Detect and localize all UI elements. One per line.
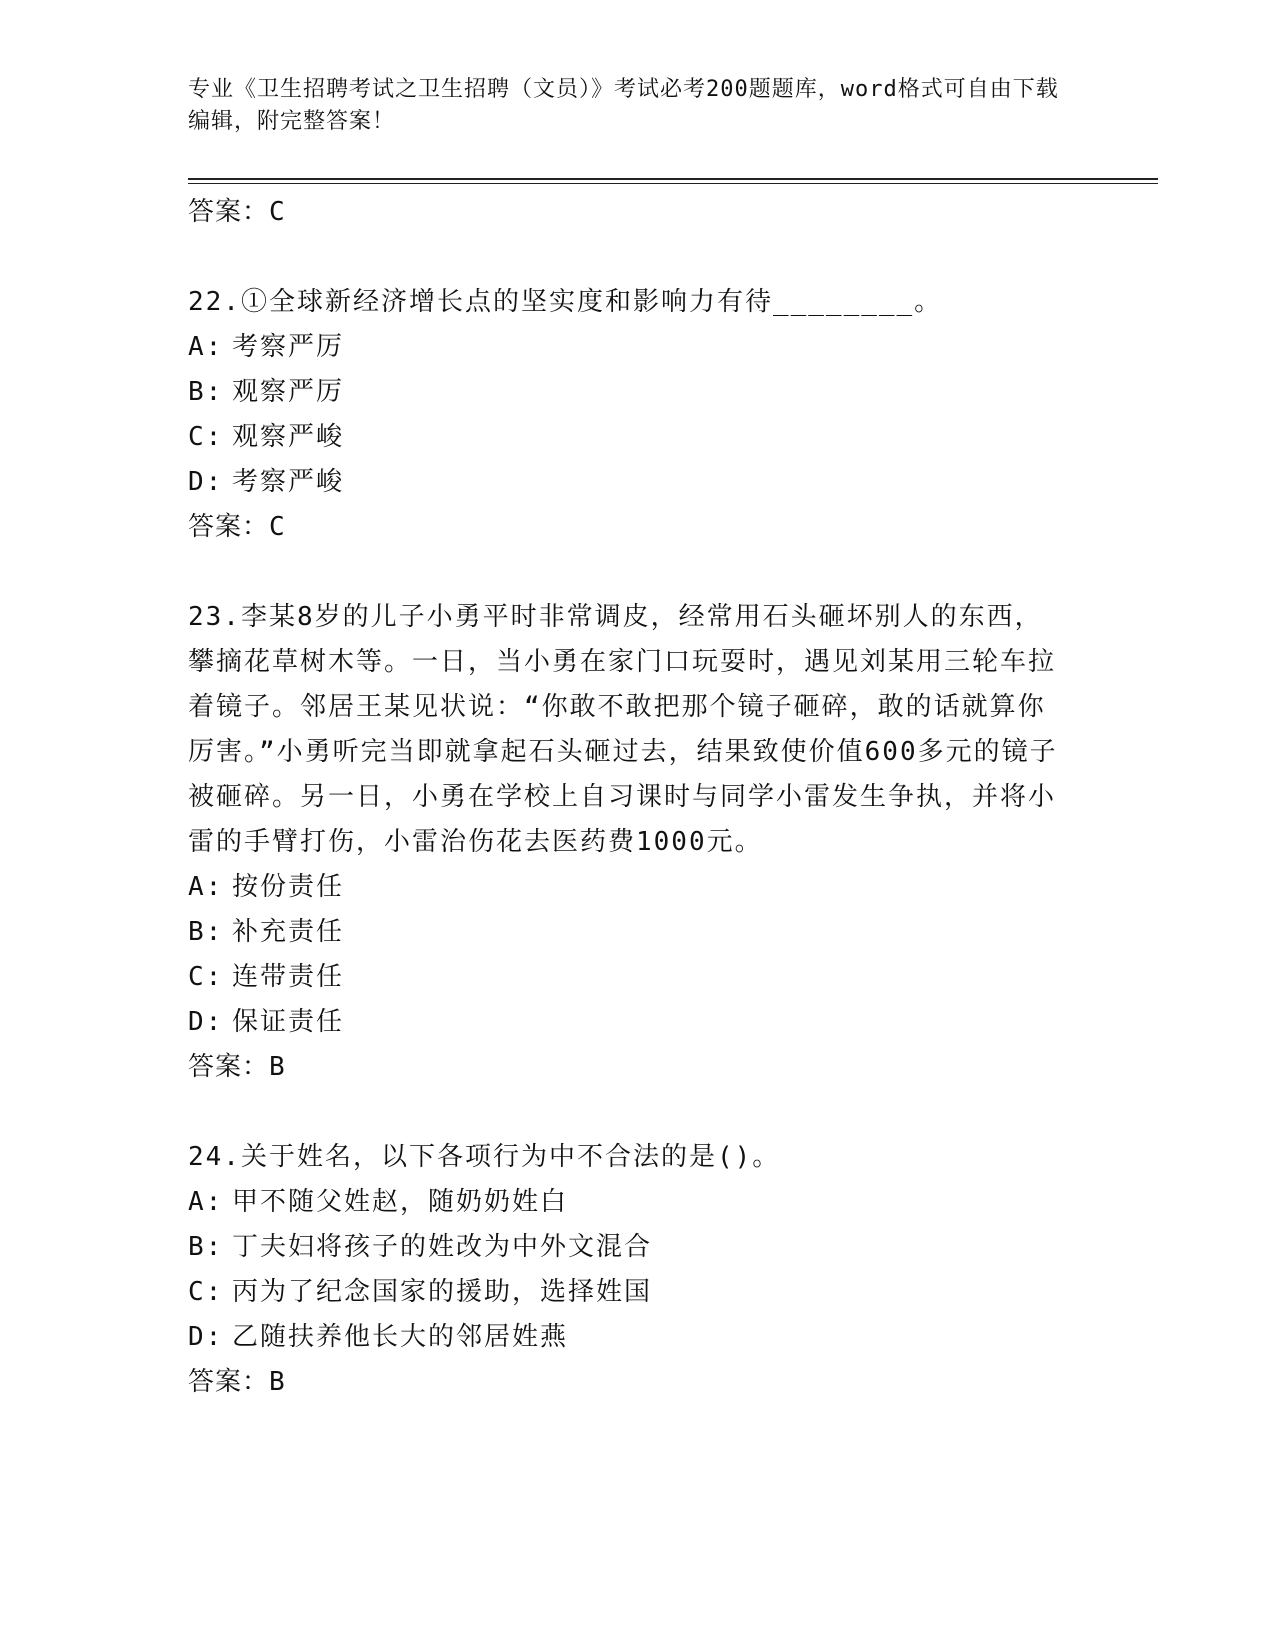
option-text: 丁夫妇将孩子的姓改为中外文混合 xyxy=(232,1232,653,1262)
header-rule-thin xyxy=(188,183,1158,184)
option-text: 连带责任 xyxy=(232,962,345,992)
option-key: D: xyxy=(188,1007,224,1037)
header-rule-thick xyxy=(188,178,1158,180)
option-b xyxy=(188,1225,1068,1270)
option-text: 考察严厉 xyxy=(232,332,345,362)
option-text: 考察严峻 xyxy=(232,467,345,497)
option-text: 按份责任 xyxy=(232,872,345,902)
question-24 xyxy=(188,1135,1068,1404)
option-b xyxy=(188,910,1068,955)
option-key: B: xyxy=(188,1232,224,1262)
option-list xyxy=(188,325,1068,505)
option-c xyxy=(188,1270,1068,1315)
option-b xyxy=(188,370,1068,415)
answer-value: C xyxy=(269,512,286,542)
question-answer xyxy=(188,1360,1068,1404)
option-d xyxy=(188,460,1068,505)
option-key: D: xyxy=(188,467,224,497)
question-stem: 23.李某8岁的儿子小勇平时非常调皮，经常用石头砸坏别人的东西，攀摘花草树木等。一日，当小勇在家门口玩耍时，遇见刘某用三轮车拉着镜子。邻居王某见状说：“你敢不敢把那个镜子砸碎，敢的话就算你厉害。”小勇听完当即就拿起石头砸过去，结果致使价值600多元的镜子被砸碎。另一日，小勇在学校上自习课时与同学小雷发生争执，并将小雷的手臂打伤，小雷治伤花去医药费1000元。 xyxy=(188,602,1058,857)
question-answer xyxy=(188,1045,1068,1089)
option-a xyxy=(188,1180,1068,1225)
answer-label: 答案： xyxy=(188,1367,270,1397)
answer-value: B xyxy=(269,1367,286,1397)
option-d xyxy=(188,1315,1068,1360)
option-text: 甲不随父姓赵，随奶奶姓白 xyxy=(232,1187,569,1217)
option-text: 乙随扶养他长大的邻居姓燕 xyxy=(232,1322,569,1352)
header-text: 专业《卫生招聘考试之卫生招聘（文员）》考试必考200题题库，word格式可自由下载编辑，附完整答案！ xyxy=(188,77,1059,134)
question-answer xyxy=(188,505,1068,549)
option-d xyxy=(188,1000,1068,1045)
option-a xyxy=(188,325,1068,370)
question-stem: 24.关于姓名，以下各项行为中不合法的是()。 xyxy=(188,1142,781,1172)
option-key: B: xyxy=(188,377,224,407)
answer-label: 答案： xyxy=(188,512,270,542)
option-list xyxy=(188,865,1068,1045)
question-22 xyxy=(188,280,1068,549)
option-a xyxy=(188,865,1068,910)
option-key: C: xyxy=(188,962,224,992)
option-text: 丙为了纪念国家的援助，选择姓国 xyxy=(232,1277,653,1307)
question-list xyxy=(188,190,1068,1404)
option-key: C: xyxy=(188,1277,224,1307)
option-key: A: xyxy=(188,872,224,902)
option-key: A: xyxy=(188,332,224,362)
answer-label: 答案： xyxy=(188,1052,270,1082)
question-23 xyxy=(188,595,1068,1089)
option-c xyxy=(188,955,1068,1000)
option-c xyxy=(188,415,1068,460)
option-key: D: xyxy=(188,1322,224,1352)
document-header xyxy=(188,74,1068,138)
option-text: 保证责任 xyxy=(232,1007,345,1037)
answer-value: B xyxy=(269,1052,286,1082)
previous-answer xyxy=(188,190,1068,234)
question-stem: 22.①全球新经济增长点的坚实度和影响力有待________。 xyxy=(188,287,943,317)
option-key: B: xyxy=(188,917,224,947)
option-text: 补充责任 xyxy=(232,917,345,947)
option-key: A: xyxy=(188,1187,224,1217)
option-text: 观察严峻 xyxy=(232,422,345,452)
answer-value: C xyxy=(269,197,286,227)
option-text: 观察严厉 xyxy=(232,377,345,407)
option-key: C: xyxy=(188,422,224,452)
answer-label: 答案： xyxy=(188,197,270,227)
option-list xyxy=(188,1180,1068,1360)
